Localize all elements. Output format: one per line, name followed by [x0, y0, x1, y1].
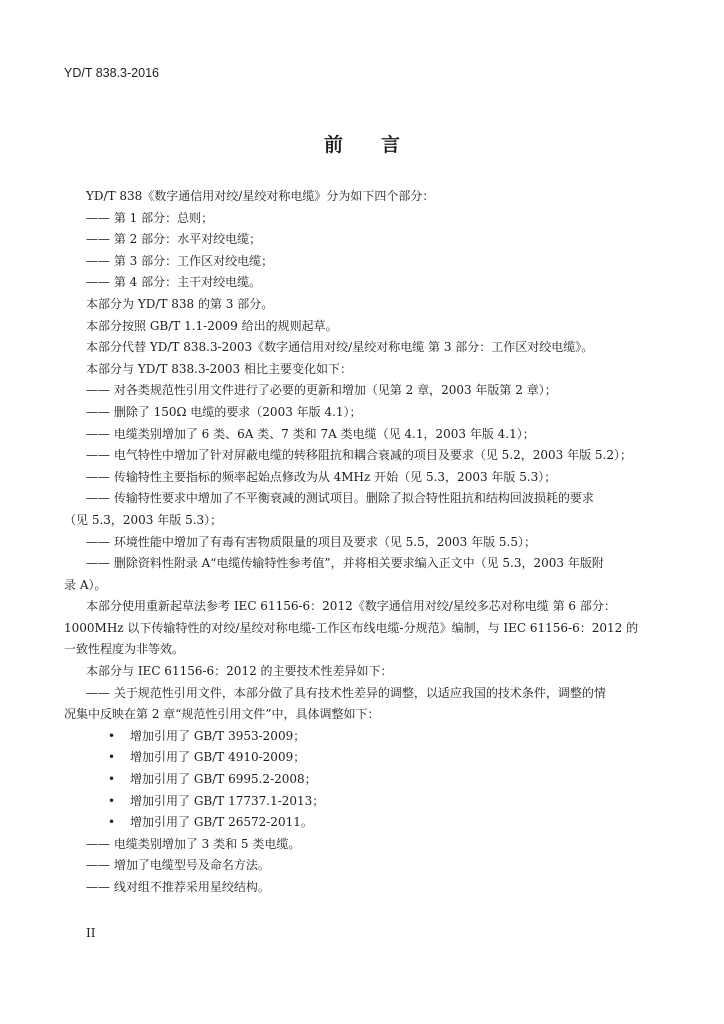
- bullet-item: [86, 726, 662, 748]
- paragraph: 本部分为 YD/T 838 的第 3 部分。: [86, 296, 274, 311]
- bullet-item: [86, 747, 662, 769]
- document-id: YD/T 838.3-2016: [64, 66, 159, 80]
- bullet-item: [86, 769, 662, 791]
- list-item-continuation: 况集中反映在第 2 章“规范性引用文件”中，具体调整如下：: [64, 707, 380, 722]
- list-item: —— 关于规范性引用文件，本部分做了具有技术性差异的调整，以适应我国的技术条件，调整的情: [86, 685, 606, 700]
- paragraph-continuation: 一致性程度为非等效。: [64, 642, 185, 657]
- paragraph: 本部分与 YD/T 838.3-2003 相比主要变化如下：: [86, 361, 352, 376]
- bullet-icon: •: [108, 815, 116, 830]
- bullet-icon: •: [108, 793, 116, 808]
- bullet-icon: •: [108, 750, 116, 765]
- bullet-text: 增加引用了 GB/T 6995.2-2008；: [130, 772, 317, 787]
- paragraph: YD/T 838《数字通信用对绞/星绞对称电缆》分为如下四个部分：: [86, 189, 435, 203]
- bullet-text: 增加引用了 GB/T 26572-2011。: [130, 815, 313, 830]
- list-item: —— 第 2 部分：水平对绞电缆；: [86, 232, 262, 247]
- list-item-continuation: 录 A）。: [64, 577, 107, 592]
- list-item: —— 对各类规范性引用文件进行了必要的更新和增加（见第 2 章，2003 年版第 2 章）；: [86, 383, 557, 398]
- list-item: —— 电缆类别增加了 6 类、6A 类、7 类和 7A 类电缆（见 4.1，2003 年版 4.1）；: [86, 426, 535, 441]
- bullet-item: [86, 812, 662, 834]
- list-item: —— 环境性能中增加了有毒有害物质限量的项目及要求（见 5.5，2003 年版 5.5）；: [86, 534, 536, 549]
- page-number: II: [86, 926, 96, 940]
- bullet-text: 增加引用了 GB/T 17737.1-2013；: [130, 793, 325, 808]
- bullet-text: 增加引用了 GB/T 3953-2009；: [130, 728, 306, 743]
- list-item: —— 删除了 150Ω 电缆的要求（2003 年版 4.1）；: [86, 404, 362, 419]
- document-body: [64, 186, 662, 899]
- bullet-item: [86, 791, 662, 813]
- list-item: —— 删除资料性附录 A“电缆传输特性参考值”，并将相关要求编入正文中（见 5.3，2003 年版附: [86, 556, 604, 571]
- bullet-text: 增加引用了 GB/T 4910-2009；: [130, 750, 306, 765]
- list-item-continuation: （见 5.3，2003 年版 5.3）；: [64, 512, 223, 527]
- paragraph: 本部分使用重新起草法参考 IEC 61156-6：2012《数字通信用对绞/星绞多芯对称电缆 第 6 部分：: [86, 599, 616, 614]
- paragraph-continuation: 1000MHz 以下传输特性的对绞/星绞对称电缆-工作区布线电缆-分规范》编制，与 IEC 61156-6：2012 的: [64, 620, 639, 635]
- list-item: —— 传输特性要求中增加了不平衡衰减的测试项目。删除了拟合特性阻抗和结构回波损耗的要求: [86, 491, 594, 506]
- paragraph: 本部分与 IEC 61156-6：2012 的主要技术性差异如下：: [86, 664, 393, 679]
- list-item: —— 第 4 部分：主干对绞电缆。: [86, 275, 262, 290]
- paragraph: 本部分按照 GB/T 1.1-2009 给出的规则起草。: [86, 318, 338, 333]
- list-item: —— 第 3 部分：工作区对绞电缆；: [86, 253, 274, 268]
- bullet-icon: •: [108, 728, 116, 743]
- paragraph: 本部分代替 YD/T 838.3-2003《数字通信用对绞/星绞对称电缆 第 3 部分：工作区对绞电缆》。: [86, 340, 594, 355]
- list-item: —— 传输特性主要指标的频率起始点修改为从 4MHz 开始（见 5.3，2003 年版 5.3）；: [86, 469, 557, 484]
- list-item: —— 电缆类别增加了 3 类和 5 类电缆。: [86, 836, 301, 851]
- list-item: —— 电气特性中增加了针对屏蔽电缆的转移阻抗和耦合衰减的项目及要求（见 5.2，2003 年版 5.2）；: [86, 448, 632, 463]
- list-item: —— 线对组不推荐采用星绞结构。: [86, 880, 270, 894]
- list-item: —— 增加了电缆型号及命名方法。: [86, 858, 270, 873]
- page-title: 前言: [323, 134, 438, 156]
- bullet-icon: •: [108, 772, 116, 787]
- list-item: —— 第 1 部分：总则；: [86, 210, 214, 225]
